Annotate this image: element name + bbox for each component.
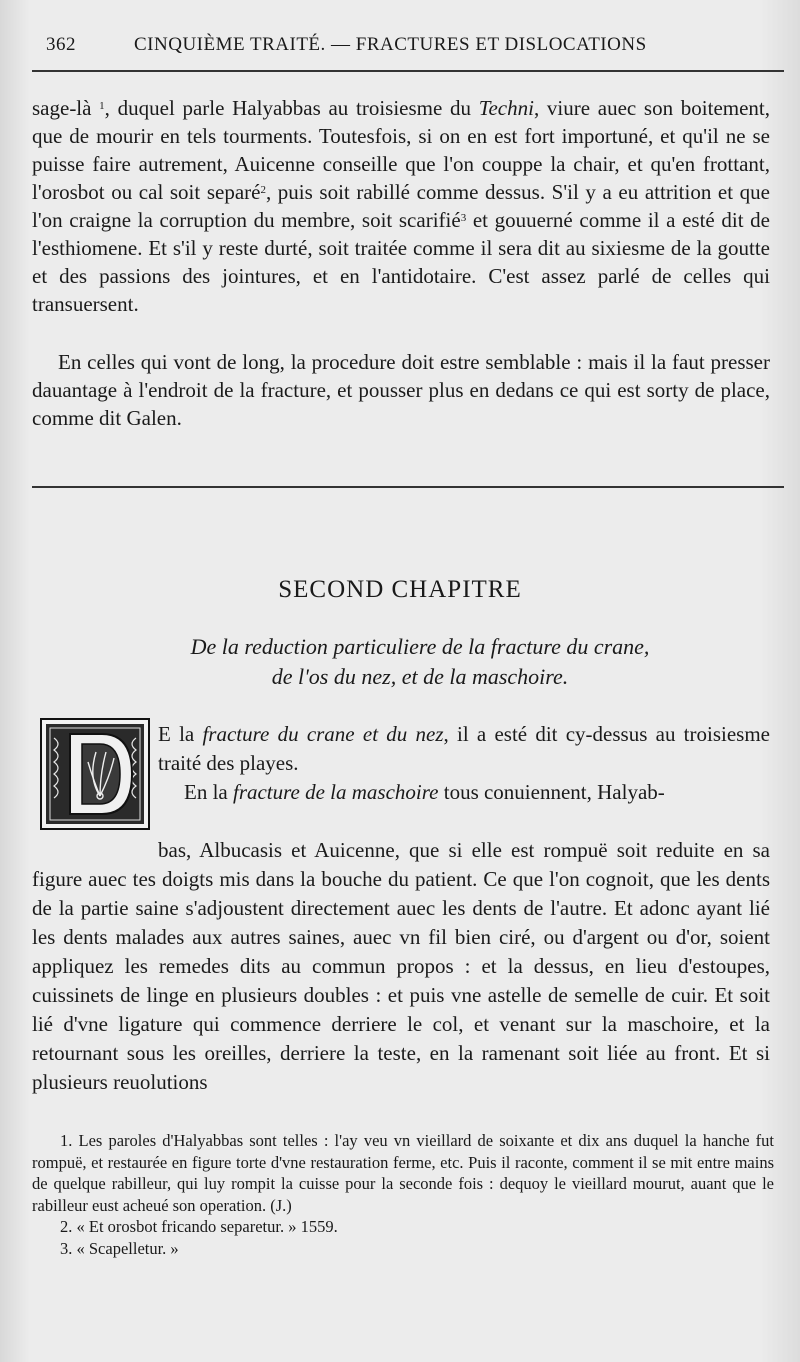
paragraph-3	[158, 720, 770, 778]
italic-text: Techni	[478, 96, 534, 120]
text-run: E la	[158, 722, 203, 746]
chapter-subtitle	[100, 632, 740, 692]
text-run: , il a esté dit cy-dessus au troisiesme traité des playes.	[158, 722, 771, 775]
footnote-1: 1. Les paroles d'Halyabbas sont telles : l'ay veu vn vieillard de soixante et dix ans duquel la hanche fut rompuë, et restaurée en figure torte d'vne restauration ferme, etc. Puis il raconte, comment il se mit entre mains de quelque rabilleur, qui luy rompit la cuisse pour la seconde fois : dequoy le vieillard mourut, auant que le rabilleur eust acheué son operation. (J.)	[32, 1131, 774, 1215]
text-run: En la	[184, 780, 233, 804]
text-run: , duquel parle Halyabbas au troisiesme du	[104, 96, 479, 120]
footnote-2: 2. « Et orosbot fricando separetur. » 1559.	[60, 1217, 338, 1236]
footnote-ref-3: 3	[460, 212, 467, 224]
paragraph-4	[32, 836, 770, 1097]
running-header	[32, 34, 784, 62]
page-number: 362	[46, 34, 76, 55]
running-title: CINQUIÈME TRAITÉ. — FRACTURES ET DISLOCATIONS	[134, 34, 647, 55]
subtitle-line-1: De la reduction particuliere de la fracture du crane,	[190, 634, 650, 659]
header-rule	[32, 70, 784, 72]
paragraph-2: En celles qui vont de long, la procedure doit estre semblable : mais il la faut presser dauantage à l'endroit de la fracture, et pousser plus en dedans ce qui est sorty de place, comme dit Galen.	[32, 350, 770, 430]
text-run: et gouuerné comme il a esté dit de l'esthiomene. Et s'il y reste durté, soit traitée comme il sera dit au sixiesme de la goutte et des passions des jointures, et en l'antidotaire. C'est assez parlé de celles qui transuersent.	[32, 208, 770, 316]
italic-text: fracture de la maschoire	[232, 780, 439, 804]
text-run: , puis soit rabillé comme dessus. S'il y a eu attrition et que l'on craigne la corruption du membre, soit scarifié	[32, 180, 770, 232]
footnote-ref-1: 1	[99, 100, 105, 112]
footnote-3: 3. « Scapelletur. »	[60, 1238, 179, 1258]
paragraph-4-first-line	[158, 778, 770, 807]
paragraph-1	[32, 94, 770, 318]
text-run: bas, Albucasis et Auicenne, que si elle est rompuë soit reduite en sa figure auec tes doigts mis dans la bouche du patient. Ce que l'on cognoit, que les dents de la partie saine s'adjoustent directement auec les dents de l'autre. Et adonc ayant lié les dents malades aux autres saines, auec vn fil bien ciré, ou d'argent ou d'or, soient appliquez les remedes dits au commun propos : et la dessus, en lieu d'estoupes, cuissinets de linge en plusieurs doubles : et puis vne astelle de semelle de cuir. Et soit lié d'vne ligature qui commence derriere le col, et venant sur la maschoire, et la retournant sous les oreilles, derriere la teste, en la ramenant soit liée au front. Et si plusieurs reuolutions	[32, 838, 770, 1094]
subtitle-line-2: de l'os du nez, et de la maschoire.	[271, 664, 569, 689]
text-run: tous conuiennent, Halyab-	[438, 780, 665, 804]
chapter-title: SECOND CHAPITRE	[278, 576, 522, 603]
section-separator	[32, 486, 784, 488]
footnotes	[32, 1130, 774, 1259]
text-run: , viure auec son boitement, que de mourir en tels tourments. Toutesfois, si on en est fort importuné, et qu'il ne se puisse faire autrement, Auicenne conseille que l'on couppe la chair, et qu'en frottant, l'orosbot ou cal soit separé	[32, 96, 771, 204]
italic-text: fracture du crane et du nez	[202, 722, 444, 746]
footnote-ref-2: 2	[260, 184, 266, 196]
ornamental-dropcap	[40, 718, 150, 830]
text-run: sage-là	[32, 96, 100, 120]
